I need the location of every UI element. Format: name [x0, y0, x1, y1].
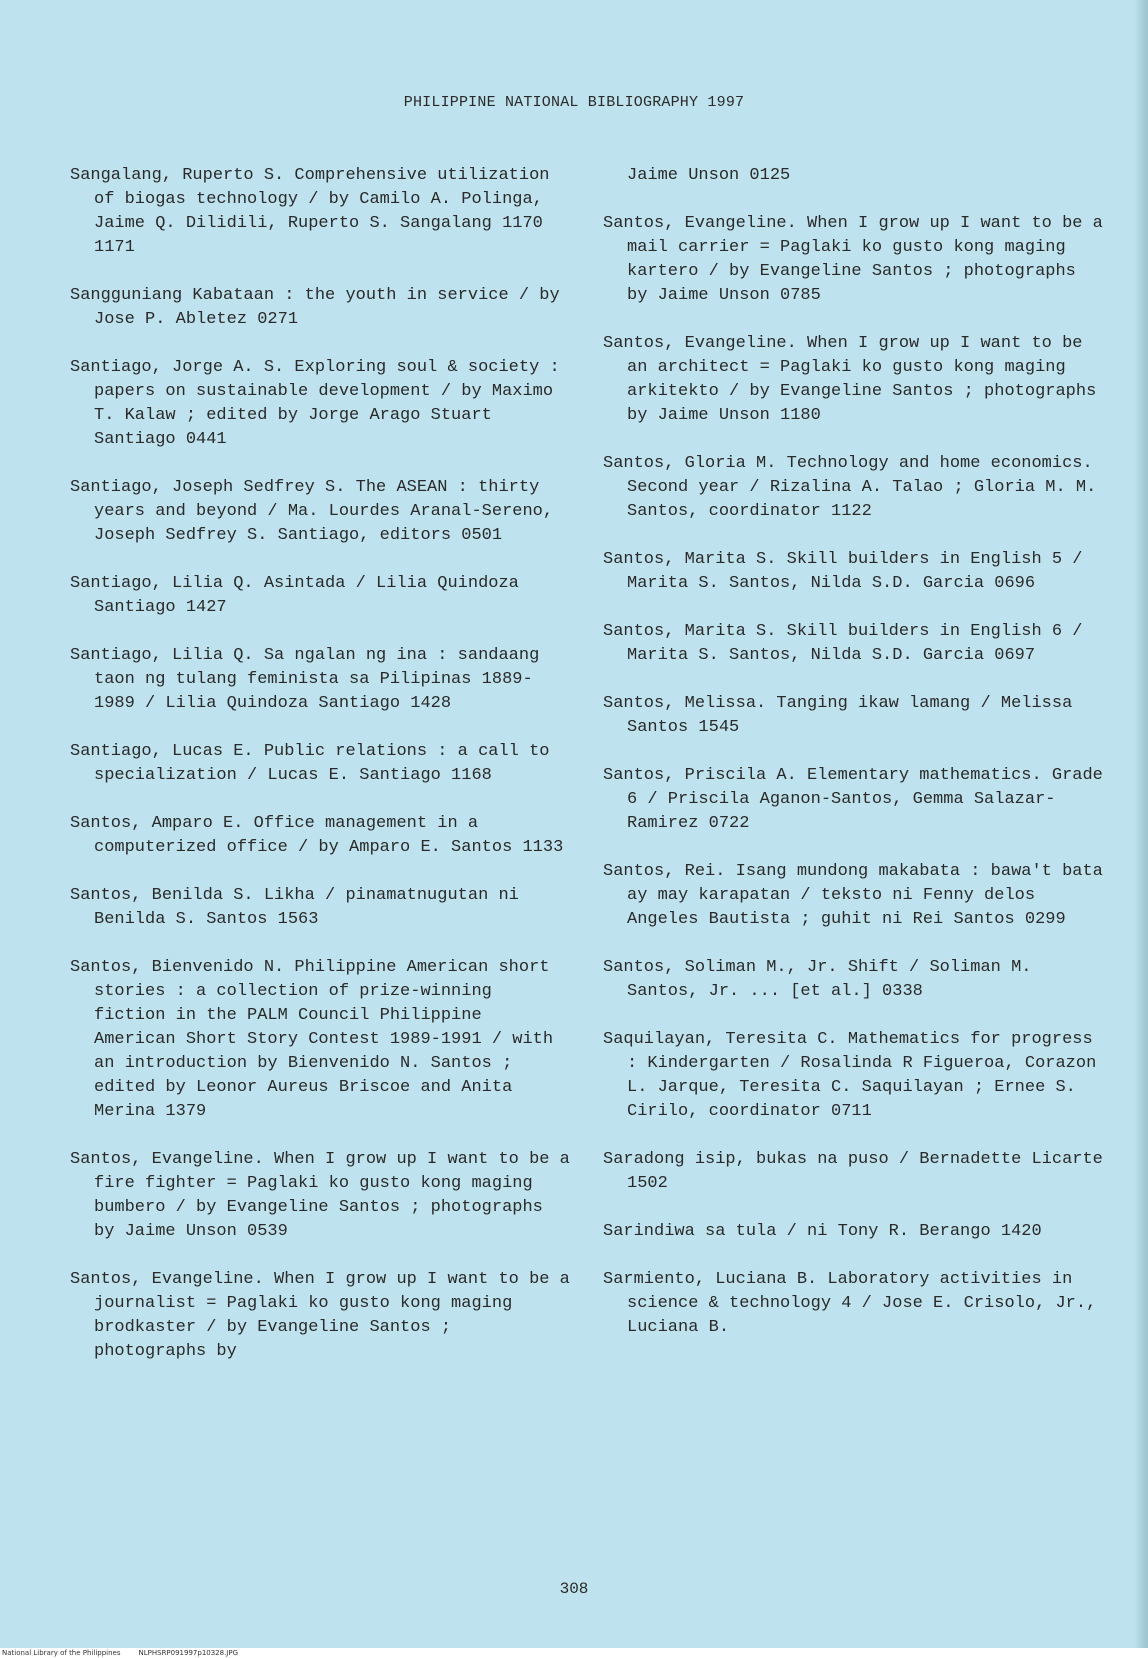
bibliography-entry: Santiago, Joseph Sedfrey S. The ASEAN : thirty years and beyond / Ma. Lourdes Aranal-Sereno, Joseph Sedfrey S. Santiago, editors 0501: [70, 478, 554, 545]
bibliography-entry: Santiago, Lilia Q. Sa ngalan ng ina : sandaang taon ng tulang feminista sa Pilipinas 1889-1989 / Lilia Quindoza Santiago 1428: [70, 646, 540, 713]
bibliography-entry: Santos, Evangeline. When I grow up I want to be a mail carrier = Paglaki ko gusto kong maging kartero / by Evangeline Santos ; photographs by Jaime Unson 0785: [603, 214, 1103, 305]
bibliography-entry: Santos, Rei. Isang mundong makabata : bawa't bata ay may karapatan / teksto ni Fenny delos Angeles Bautista ; guhit ni Rei Santos 0299: [603, 862, 1103, 929]
bibliography-entry: Sarindiwa sa tula / ni Tony R. Berango 1420: [603, 1222, 1042, 1241]
bibliography-entry: Santos, Priscila A. Elementary mathematics. Grade 6 / Priscila Aganon-Santos, Gemma Salazar-Ramirez 0722: [603, 766, 1103, 833]
bibliography-entry: Santos, Marita S. Skill builders in English 6 / Marita S. Santos, Nilda S.D. Garcia 0697: [603, 622, 1083, 665]
bibliography-entry: Santos, Evangeline. When I grow up I want to be a fire fighter = Paglaki ko gusto kong maging bumbero / by Evangeline Santos ; photographs by Jaime Unson 0539: [70, 1150, 570, 1241]
bibliography-entry: Saquilayan, Teresita C. Mathematics for progress : Kindergarten / Rosalinda R Figueroa, Corazon L. Jarque, Teresita C. Saquilayan ; Ernee S. Cirilo, coordinator 0711: [603, 1030, 1097, 1121]
bibliography-entry: Sarmiento, Luciana B. Laboratory activities in science & technology 4 / Jose E. Crisolo, Jr., Luciana B.: [603, 1270, 1097, 1337]
left-column: [70, 164, 570, 1388]
bibliography-entry: Santos, Amparo E. Office management in a computerized office / by Amparo E. Santos 1133: [70, 814, 564, 857]
page-edge-shadow: [1134, 0, 1148, 1658]
bibliography-entry: Saradong isip, bukas na puso / Bernadette Licarte 1502: [603, 1150, 1103, 1193]
footer-filename: NLPHSRP091997p10328.JPG: [138, 1649, 239, 1657]
scan-footer: [0, 1648, 1148, 1658]
bibliography-entry: Sangguniang Kabataan : the youth in service / by Jose P. Abletez 0271: [70, 286, 560, 329]
bibliography-entry: Santos, Gloria M. Technology and home economics. Second year / Rizalina A. Talao ; Gloria M. M. Santos, coordinator 1122: [603, 454, 1097, 521]
right-column: [603, 164, 1103, 1364]
bibliography-entry: Santos, Evangeline. When I grow up I want to be an architect = Paglaki ko gusto kong maging arkitekto / by Evangeline Santos ; photographs by Jaime Unson 1180: [603, 334, 1097, 425]
bibliography-entry: Santos, Bienvenido N. Philippine American short stories : a collection of prize-winning fiction in the PALM Council Philippine American Short Story Contest 1989-1991 / with an introduction by Bienvenido N. Santos ; edited by Leonor Aureus Briscoe and Anita Merina 1379: [70, 958, 554, 1121]
page-number: 308: [559, 1580, 589, 1598]
bibliography-entry: Santiago, Lucas E. Public relations : a call to specialization / Lucas E. Santiago 1168: [70, 742, 550, 785]
bibliography-entry: Santos, Marita S. Skill builders in English 5 / Marita S. Santos, Nilda S.D. Garcia 0696: [603, 550, 1083, 593]
bibliography-entry: Santiago, Jorge A. S. Exploring soul & society : papers on sustainable development / by Maximo T. Kalaw ; edited by Jorge Arago Stuart Santiago 0441: [70, 358, 560, 449]
bibliography-entry: Santos, Soliman M., Jr. Shift / Soliman M. Santos, Jr. ... [et al.] 0338: [603, 958, 1032, 1001]
bibliography-entry-continuation: Jaime Unson 0125: [627, 166, 791, 185]
bibliography-entry: Santos, Benilda S. Likha / pinamatnugutan ni Benilda S. Santos 1563: [70, 886, 519, 929]
page-header: PHILIPPINE NATIONAL BIBLIOGRAPHY 1997: [403, 94, 745, 111]
footer-library: National Library of the Philippines: [2, 1649, 121, 1657]
bibliography-entry: Santos, Melissa. Tanging ikaw lamang / Melissa Santos 1545: [603, 694, 1073, 737]
bibliography-entry: Santos, Evangeline. When I grow up I want to be a journalist = Paglaki ko gusto kong maging brodkaster / by Evangeline Santos ; photographs by: [70, 1270, 570, 1361]
bibliography-entry: Sangalang, Ruperto S. Comprehensive utilization of biogas technology / by Camilo A. Polinga, Jaime Q. Dilidili, Ruperto S. Sangalang 1170 1171: [70, 166, 550, 257]
bibliography-entry: Santiago, Lilia Q. Asintada / Lilia Quindoza Santiago 1427: [70, 574, 519, 617]
